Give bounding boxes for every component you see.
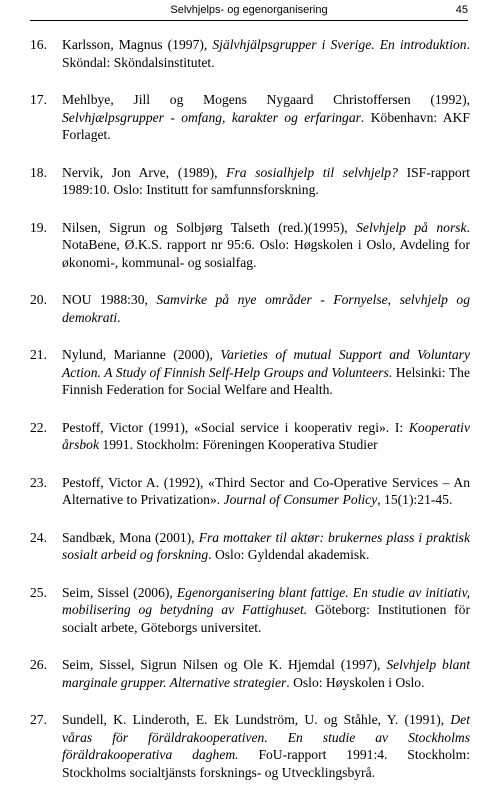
reference-item bbox=[30, 219, 470, 272]
reference-text: Nylund, Marianne (2000), bbox=[62, 347, 221, 362]
reference-text: Sandbæk, Mona (2001), bbox=[62, 529, 199, 545]
reference-text: Sundell, K. Linderoth, E. Ek Lundström, U. og Ståhle, Y. (1991), bbox=[62, 712, 451, 727]
reference-number: 19. bbox=[30, 219, 47, 235]
reference-title: Kooperativ årsbok bbox=[62, 419, 470, 452]
reference-number: 24. bbox=[30, 529, 47, 545]
reference-item bbox=[30, 346, 470, 399]
reference-title: Journal of Consumer Policy bbox=[223, 492, 378, 507]
reference-item bbox=[30, 36, 470, 71]
reference-text: NOU 1988:30, bbox=[62, 292, 157, 307]
reference-title: Självhjälpsgrupper i Sverige. En introduktion bbox=[212, 37, 467, 52]
reference-number: 20. bbox=[30, 292, 47, 307]
reference-text: Pestoff, Victor (1991), «Social service i kooperativ regi». I: bbox=[62, 419, 409, 435]
reference-text: Göteborg: Institutionen för socialt arbete, Göteborgs universitet. bbox=[62, 602, 471, 635]
reference-number: 16. bbox=[30, 37, 47, 52]
reference-title: Varieties of mutual Support and Voluntary Action. A Study of Finnish Self-Help Groups and Volunteers bbox=[62, 347, 470, 380]
reference-text: . Helsinki: The Finnish Federation for Social Welfare and Health. bbox=[62, 364, 471, 397]
reference-item bbox=[30, 164, 470, 199]
reference-text: . Oslo: Høyskolen i Oslo. bbox=[286, 674, 425, 690]
reference-text: Karlsson, Magnus (1997), bbox=[62, 37, 213, 52]
reference-number: 26. bbox=[30, 657, 47, 672]
page-number: 45 bbox=[455, 4, 468, 16]
reference-list bbox=[30, 36, 470, 801]
reference-text: ISF-rapport 1989:10. Oslo: Institutt for samfunnsforskning. bbox=[62, 164, 471, 197]
reference-text: Nilsen, Sigrun og Solbjørg Talseth (red.)(1995), bbox=[62, 219, 357, 235]
reference-title: Det våras för föräldrakooperativen. En studie av Stockholms föräldrakooperativa daghem. bbox=[62, 712, 470, 762]
reference-item bbox=[30, 474, 470, 509]
reference-text: , 15(1):21-45. bbox=[377, 492, 453, 507]
reference-item bbox=[30, 584, 470, 637]
reference-number: 23. bbox=[30, 474, 47, 490]
reference-item bbox=[30, 656, 470, 691]
reference-number: 18. bbox=[30, 164, 47, 180]
reference-title: Selvhjelp på norsk bbox=[356, 219, 467, 235]
running-header bbox=[30, 2, 468, 21]
reference-number: 25. bbox=[30, 584, 47, 600]
reference-item bbox=[30, 419, 470, 454]
reference-item bbox=[30, 529, 470, 564]
reference-number: 17. bbox=[30, 92, 47, 107]
reference-title: Selvhjelp blant marginale grupper. Alternative strategier bbox=[62, 657, 470, 690]
reference-text: 1991. Stockholm: Föreningen Kooperativa Studier bbox=[99, 437, 378, 452]
reference-item bbox=[30, 91, 470, 144]
reference-text: Pestoff, Victor A. (1992), «Third Sector and Co-Operative Services – An Alternative to Privatization». bbox=[62, 474, 470, 507]
reference-text: Mehlbye, Jill og Mogens Nygaard Christoffersen (1992), bbox=[62, 92, 470, 107]
reference-text: Seim, Sissel, Sigrun Nilsen og Ole K. Hjemdal (1997), bbox=[62, 657, 387, 672]
reference-number: 21. bbox=[30, 347, 47, 362]
reference-text: . NotaBene, Ø.K.S. rapport nr 95:6. Oslo: Høgskolen i Oslo, Avdeling for økonomi-, kommunal- og sosialfag. bbox=[62, 219, 470, 270]
header-title: Selvhjelps- og egenorganisering bbox=[170, 4, 328, 16]
reference-title: Egenorganisering blant fattige. En studie av initiativ, mobilisering og betydning av Fattighuset. bbox=[62, 584, 471, 617]
reference-text: Nervik, Jon Arve, (1989), bbox=[62, 164, 227, 180]
reference-title: Fra mottaker til aktør: brukernes plass i praktisk sosialt arbeid og forskning bbox=[62, 529, 471, 562]
reference-title: Samvirke på nye områder - Fornyelse, selvhjelp og demokrati bbox=[62, 292, 470, 325]
reference-text: . Köbenhavn: AKF Forlaget. bbox=[62, 109, 470, 142]
reference-title: Fra sosialhjelp til selvhjelp? bbox=[226, 164, 398, 180]
reference-title: Selvhjælpsgrupper - omfang, karakter og erfaringar bbox=[62, 109, 361, 125]
reference-text: . Sköndal: Sköndalsinstitutet. bbox=[62, 37, 470, 70]
reference-number: 27. bbox=[30, 712, 47, 727]
reference-text: Seim, Sissel (2006), bbox=[62, 584, 177, 600]
reference-text: FoU-rapport 1991:4. Stockholm: Stockholms socialtjänsts forsknings- og Utvecklingsbyrå. bbox=[62, 747, 470, 780]
reference-text: . Oslo: Gyldendal akademisk. bbox=[208, 547, 370, 562]
reference-text: . bbox=[117, 309, 121, 325]
reference-item bbox=[30, 711, 470, 781]
reference-item bbox=[30, 291, 470, 326]
reference-number: 22. bbox=[30, 419, 47, 435]
